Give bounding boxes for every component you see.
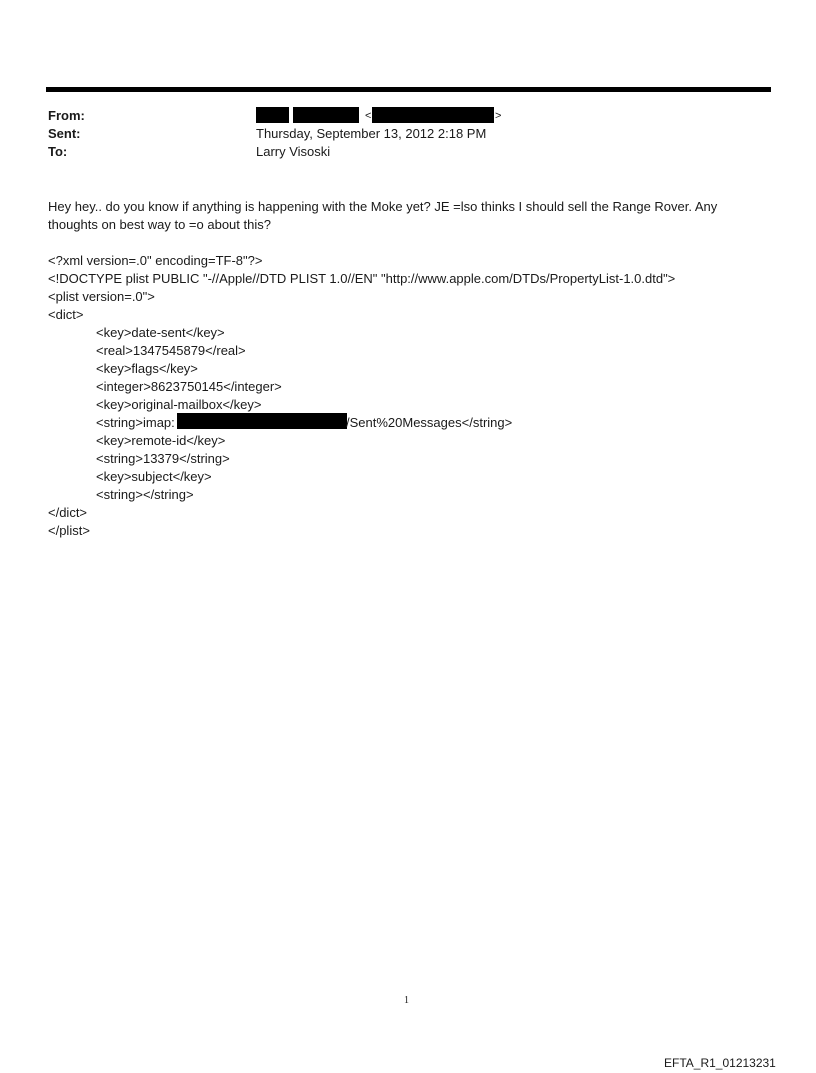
- xml-key-original-mailbox: <key>original-mailbox</key>: [96, 397, 262, 412]
- from-label: From:: [48, 108, 85, 123]
- xml-remote-id-value: <string>13379</string>: [96, 451, 230, 466]
- xml-integer-value: <integer>8623750145</integer>: [96, 379, 282, 394]
- document-id: EFTA_R1_01213231: [664, 1056, 776, 1070]
- sent-label: Sent:: [48, 126, 81, 141]
- message-line-1: Hey hey.. do you know if anything is happening with the Moke yet? JE =lso thinks I should sell the Range Rover. Any: [48, 199, 718, 214]
- xml-declaration: <?xml version=.0" encoding=TF-8"?>: [48, 253, 263, 268]
- sent-value: Thursday, September 13, 2012 2:18 PM: [256, 126, 487, 141]
- xml-key-date-sent: <key>date-sent</key>: [96, 325, 225, 340]
- redacted-from-email: [372, 107, 494, 123]
- xml-subject-value: <string></string>: [96, 487, 194, 502]
- page-number: 1: [404, 995, 409, 1006]
- xml-doctype: <!DOCTYPE plist PUBLIC "-//Apple//DTD PLIST 1.0//EN" "http://www.apple.com/DTDs/PropertyList-1.0.dtd">: [48, 271, 676, 286]
- message-line-2: thoughts on best way to =o about this?: [48, 217, 271, 232]
- redacted-from-first-name: [256, 107, 289, 123]
- from-bracket-open: <: [365, 110, 372, 122]
- to-label: To:: [48, 144, 68, 159]
- redacted-imap-address: [177, 413, 347, 429]
- xml-key-remote-id: <key>remote-id</key>: [96, 433, 226, 448]
- xml-plist-close: </plist>: [48, 523, 90, 538]
- xml-key-flags: <key>flags</key>: [96, 361, 198, 376]
- xml-string-imap-suffix: /Sent%20Messages</string>: [346, 415, 513, 430]
- from-bracket-close: >: [495, 110, 502, 122]
- to-value: Larry Visoski: [256, 144, 331, 159]
- xml-dict-close: </dict>: [48, 505, 88, 520]
- header-rule: [46, 87, 771, 92]
- redacted-from-last-name: [293, 107, 359, 123]
- xml-real-value: <real>1347545879</real>: [96, 343, 246, 358]
- xml-dict-open: <dict>: [48, 307, 84, 322]
- xml-string-imap-prefix: <string>imap:: [96, 415, 175, 430]
- xml-plist-open: <plist version=.0">: [48, 289, 155, 304]
- xml-key-subject: <key>subject</key>: [96, 469, 212, 484]
